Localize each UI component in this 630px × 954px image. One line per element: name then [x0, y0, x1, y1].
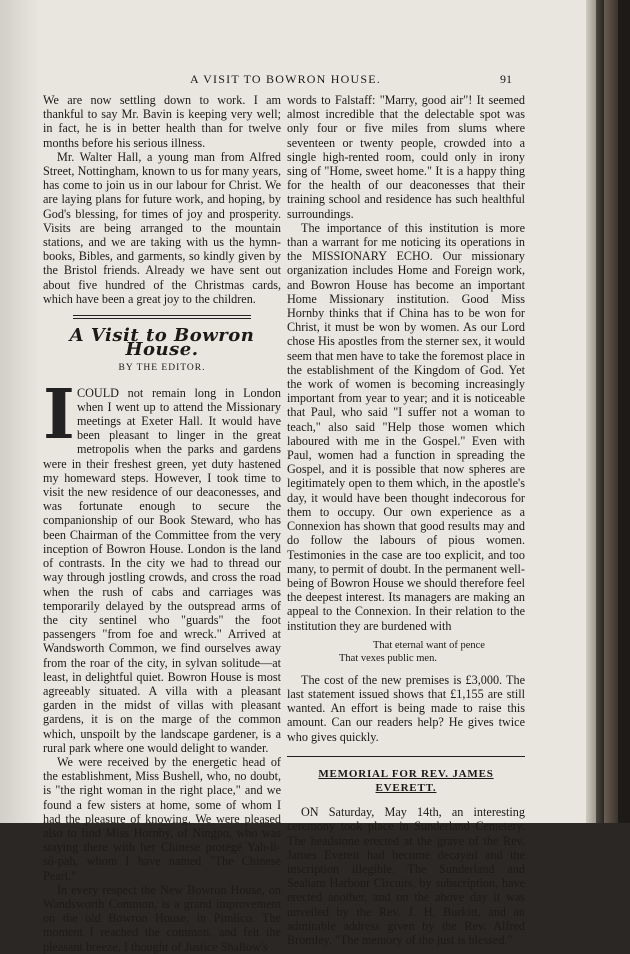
article-paragraph: The importance of this institution is more than a warrant for me noticing its operations in the MISSIONARY ECHO. Our missionary organization includes Home and Foreign work, and Bowron House has become an important Home Missionary institution. Good Miss Hornby thinks that if China has to be won for Christ, it must be won by women. As our Lord chose His apostles from the sterner sex, it would seem that men have to take the foremost place in the establishment of the Kingdom of God. Yet the work of women is becoming increasingly important from year to year; and it is noticeable that Paul, who said "I suffer not a woman to teach," also said "Help those women which laboured with me in the Gospel." Even with Paul, women had a function in spreading the Gospel, and it is possible that now spheres are legitimately open to them which, in the apostle's day, it would have been thought indecorous for them to occupy. Our own experience as a Connexion has shown that good results may and do follow the labours of pious women. Testimonies in the case are too explicit, and too many, to permit of doubt. In the permanent well-being of Bowron House we should therefore feel the deepest interest. Its managers are making an appeal to the Connexion. In their relation to the institution they are burdened with — [287, 220, 525, 633]
memorial-title: MEMORIAL FOR REV. JAMES EVERETT. — [318, 767, 494, 794]
article-paragraph: In every respect the New Bowron House, on Wandsworth Common, is a grand improvement on the old Bowron House, in Pimlico. The moment I reached the common, and felt the pleasant breeze, I thought of Justice Shallow's — [43, 882, 281, 954]
article-paragraph: words to Falstaff: "Marry, good air"! It seemed almost incredible that the delectable spot was only four or five miles from slums where seventeen or twenty people, crowded into a single high-rented room, could only in irony sing of "Home, sweet home." It is a happy thing for the health of our deaconesses that their training school and residence has such healthful surroundings. — [287, 93, 525, 221]
article-paragraph: The cost of the new premises is £3,000. The last statement issued shows that £1,155 are still wanted. An effort is being made to raise this amount. Can our readers help? He gives twice who gives quickly. — [287, 672, 525, 744]
section-divider — [287, 756, 525, 757]
drop-cap: I — [43, 374, 75, 455]
running-head: A VISIT TO BOWRON HOUSE. — [190, 72, 381, 86]
section-divider — [73, 315, 251, 319]
verse-line: That eternal want of pence — [373, 639, 485, 651]
book-cover-edge — [604, 0, 618, 823]
verse-line: That vexes public men. — [339, 652, 437, 664]
book-cover-edge — [618, 0, 630, 823]
gutter-shadow — [0, 0, 40, 823]
left-column — [43, 93, 281, 954]
article-paragraph: COULD not remain long in London when I went up to attend the Missionary meetings at Exeter Hall. It would have been pleasant to linger in the great metropolis when the parks and gardens were in their freshest green, yet duty hastened my homeward steps. However, I took time to visit the new residence of our deaconesses, and was fortunate enough to secure the companionship of our Book Steward, who has been Chairman of the Committee from the very inception of Bowron House. London is the land of contrasts. In the city we had to thread our way through jostling crowds, and cross the road when the rush of cabs and carriages was temporarily delayed by the outspread arms of the city sentinel who "guards" the foot passengers "from foe and wreck." Arrived at Wandsworth Common, we find ourselves away from the roar of the city, in sylvan solitude—at least, in delightful quiet. Bowron House is most agreeably situated. A villa with a pleasant garden in the midst of villas with pleasant gardens, it is on the marge of the common which, unspoilt by the landscape gardener, is a rural park where one would delight to wander. — [43, 385, 281, 755]
page-number: 91 — [500, 72, 512, 86]
intro-paragraph: We are now settling down to work. I am thankful to say Mr. Bavin is keeping very well; in fact, he is in better health than for twelve months before his serious illness. — [43, 93, 281, 150]
byline: BY THE EDITOR. — [118, 363, 206, 374]
page-edge — [586, 0, 596, 823]
verse-quote — [287, 639, 525, 665]
right-column — [287, 93, 525, 947]
intro-paragraph: Mr. Walter Hall, a young man from Alfred Street, Nottingham, known to us for many years, has come to join us in our labour for Christ. We are laying plans for future work, and hoping, by God's blessing, for times of joy and prosperity. Visits are being arranged to the mountain stations, and we are taking with us the hymn-books, Bibles, and garments, so kindly given by the Bristol friends. Already we have sent out about five hundred of the Christmas cards, which have been a great joy to the children. — [43, 149, 281, 306]
article-title: A Visit to Bowron House. — [69, 325, 255, 361]
article-opening — [43, 374, 281, 755]
article-paragraph: We were received by the energetic head of the establishment, Miss Bushell, who, no doubt, is "the right woman in the right place," and we found a few sisters at home, some of whom I had the pleasure of knowing. We were pleased also to find Miss Hornby, of Ningpo, who was staying there with her Chinese protégé Yah-li-sö-pah, whom I have named "The Chinese Pearl." — [43, 754, 281, 883]
page-edge — [596, 0, 604, 823]
memorial-paragraph: ON Saturday, May 14th, an interesting ceremony took place in Sunderland Cemetery. The headstone erected at the grave of the Rev. James Everett had become decayed and the inscription illegible. The Sunderland and Seaham Harbour Circuits, by subscription, have erected another, and on the above day it was unveiled by the Rev. J. H. Burkitt, and an admirable address given by the Rev. Alfred Bromley. "The memory of the just is blessed." — [287, 805, 525, 947]
